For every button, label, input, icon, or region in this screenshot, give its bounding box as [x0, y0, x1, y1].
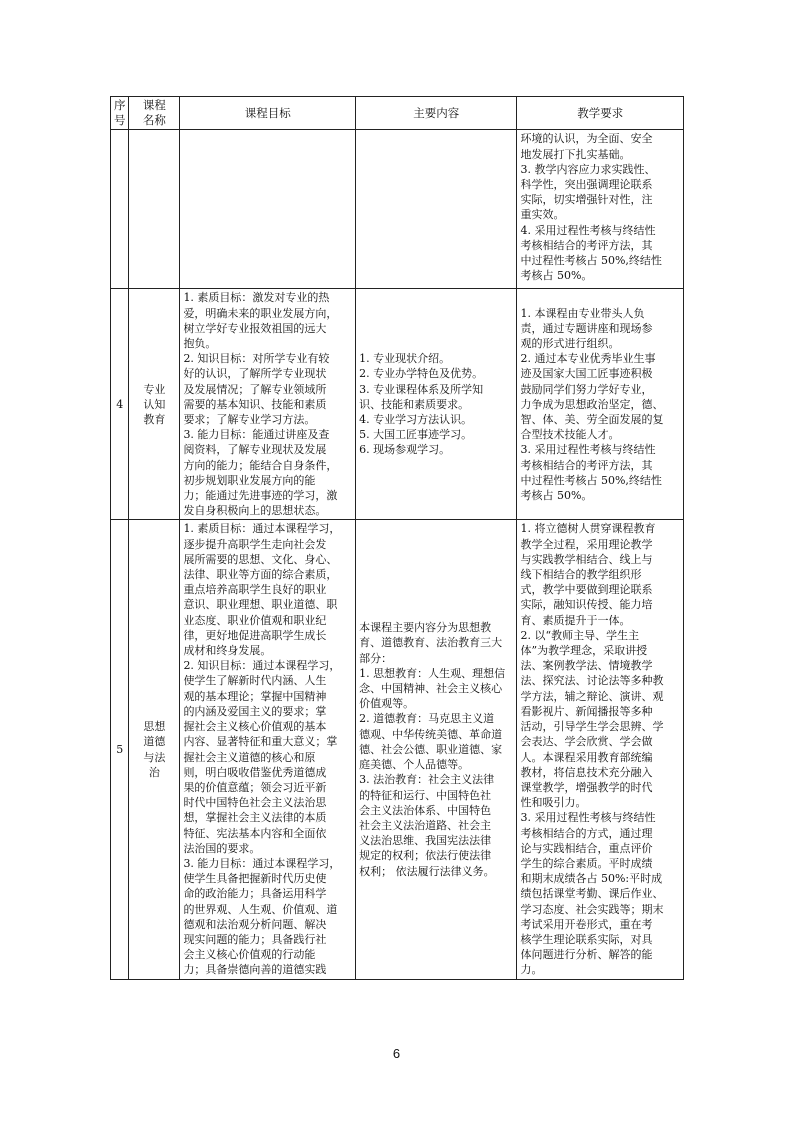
- row-name: [129, 130, 180, 289]
- header-num: 序 号: [111, 97, 129, 130]
- table-row: [111, 289, 684, 520]
- table-header-row: [111, 97, 684, 130]
- row-goal: [180, 130, 356, 289]
- header-goal: 课程目标: [180, 97, 356, 130]
- table-row: [111, 520, 684, 979]
- header-content: 主要内容: [356, 97, 517, 130]
- row-num: 5: [111, 520, 129, 979]
- row-req: 环境的认识，为全面、安全 地发展打下扎实基础。 3. 教学内容应力求实践性、 科学性，突出强调理论联系 实际，切实增强针对性，注 重实效。 4. 采用过程性考核与终结性 考核相结合的考评方法，其 中过程性考核占 50%,终结性 考核占 50%。: [517, 130, 684, 289]
- row-content: [356, 130, 517, 289]
- row-num: [111, 130, 129, 289]
- row-req: 1. 本课程由专业带头人负 责，通过专题讲座和现场参 观的形式进行组织。 2. 通过本专业优秀毕业生事 迹及国家大国工匠事迹积极 鼓励同学们努力学好专业， 力争成为思想政治坚定，德、 智、体、美、劳全面发展的复 合型技术技能人才。 3. 采用过程性考核与终结性 考核相结合的考评方法，其 中过程性考核占 50%,终结性 考核占 50%。: [517, 289, 684, 520]
- table-row: [111, 130, 684, 289]
- row-content: 1. 专业现状介绍。 2. 专业办学特色及优势。 3. 专业课程体系及所学知 识、技能和素质要求。 4. 专业学习方法认识。 5. 大国工匠事迹学习。 6. 现场参观学习。: [356, 289, 517, 520]
- course-table: [110, 96, 684, 980]
- row-content: 本课程主要内容分为思想教 育、道德教育、法治教育三大 部分： 1. 思想教育：人生观、理想信 念、中国精神、社会主义核心 价值观等。 2. 道德教育：马克思主义道 德观、中华传统美德、革命道 德、社会公德、职业道德、家 庭美德、个人品德等。 3. 法治教育：社会主义法律 的特征和运行、中国特色社 会主义法治体系、中国特色 社会主义法治道路、社会主 义法治思维、我国宪法法律 规定的权利；依法行使法律 权利； 依法履行法律义务。: [356, 520, 517, 979]
- row-goal: 1. 素质目标：通过本课程学习， 逐步提升高职学生走向社会发 展所需要的思想、文化、身心、 法律、职业等方面的综合素质， 重点培养高职学生良好的职业 意识、职业理想、职业道德、职 业态度、职业价值观和职业纪 律，更好地促进高职学生成长 成材和终身发展。 2. 知识目标：通过本课程学习， 使学生了解新时代内涵、人生 观的基本理论；掌握中国精神 的内涵及爱国主义的要求；掌 握社会主义核心价值观的基本 内容、显著特征和重大意义；掌 握社会主义道德的核心和原 则，明白吸收借鉴优秀道德成 果的价值意蕴；领会习近平新 时代中国特色社会主义法治思 想，掌握社会主义法律的本质 特征、宪法基本内容和全面依 法治国的要求。 3. 能力目标：通过本课程学习， 使学生具备把握新时代历史使 命的政治能力；具备运用科学 的世界观、人生观、价值观、道 德观和法治观分析问题、解决 现实问题的能力；具备践行社 会主义核心价值观的行动能 力；具备崇德向善的道德实践: [180, 520, 356, 979]
- page-number: 6: [392, 1046, 401, 1061]
- header-name: 课程 名称: [129, 97, 180, 130]
- row-num: 4: [111, 289, 129, 520]
- row-name: 思想 道德 与法 治: [129, 520, 180, 979]
- row-goal: 1. 素质目标：激发对专业的热 爱，明确未来的职业发展方向， 树立学好专业报效祖国的远大 抱负。 2. 知识目标：对所学专业有较 好的认识，了解所学专业现状 及发展情况；了解专业领域所 需要的基本知识、技能和素质 要求；了解专业学习方法。 3. 能力目标：能通过讲座及查 阅资料，了解专业现状及发展 方向的能力；能结合自身条件， 初步规划职业发展方向的能 力；能通过先进事迹的学习，激 发自身积极向上的思想状态。: [180, 289, 356, 520]
- row-req: 1. 将立德树人贯穿课程教育 教学全过程，采用理论教学 与实践教学相结合、线上与 线下相结合的教学组织形 式，教学中要做到理论联系 实际，融知识传授、能力培 育、素质提升于一体。 2. 以“教师主导、学生主 体”为教学理念，采取讲授 法、案例教学法、情境教学 法、探究法、讨论法等多种教 学方法，辅之辩论、演讲、观 看影视片、新闻播报等多种 活动，引导学生学会思辨、学 会表达、学会欣赏、学会做 人。本课程采用教育部统编 教材，将信息技术充分融入 课堂教学，增强教学的时代 性和吸引力。 3. 采用过程性考核与终结性 考核相结合的方式，通过理 论与实践相结合，重点评价 学生的综合素质。平时成绩 和期末成绩各占 50%:平时成 绩包括课堂考勤、课后作业、 学习态度、社会实践等；期末 考试采用开卷形式，重在考 核学生理论联系实际，对具 体问题进行分析、解答的能 力。: [517, 520, 684, 979]
- header-req: 教学要求: [517, 97, 684, 130]
- row-name: 专业 认知 教育: [129, 289, 180, 520]
